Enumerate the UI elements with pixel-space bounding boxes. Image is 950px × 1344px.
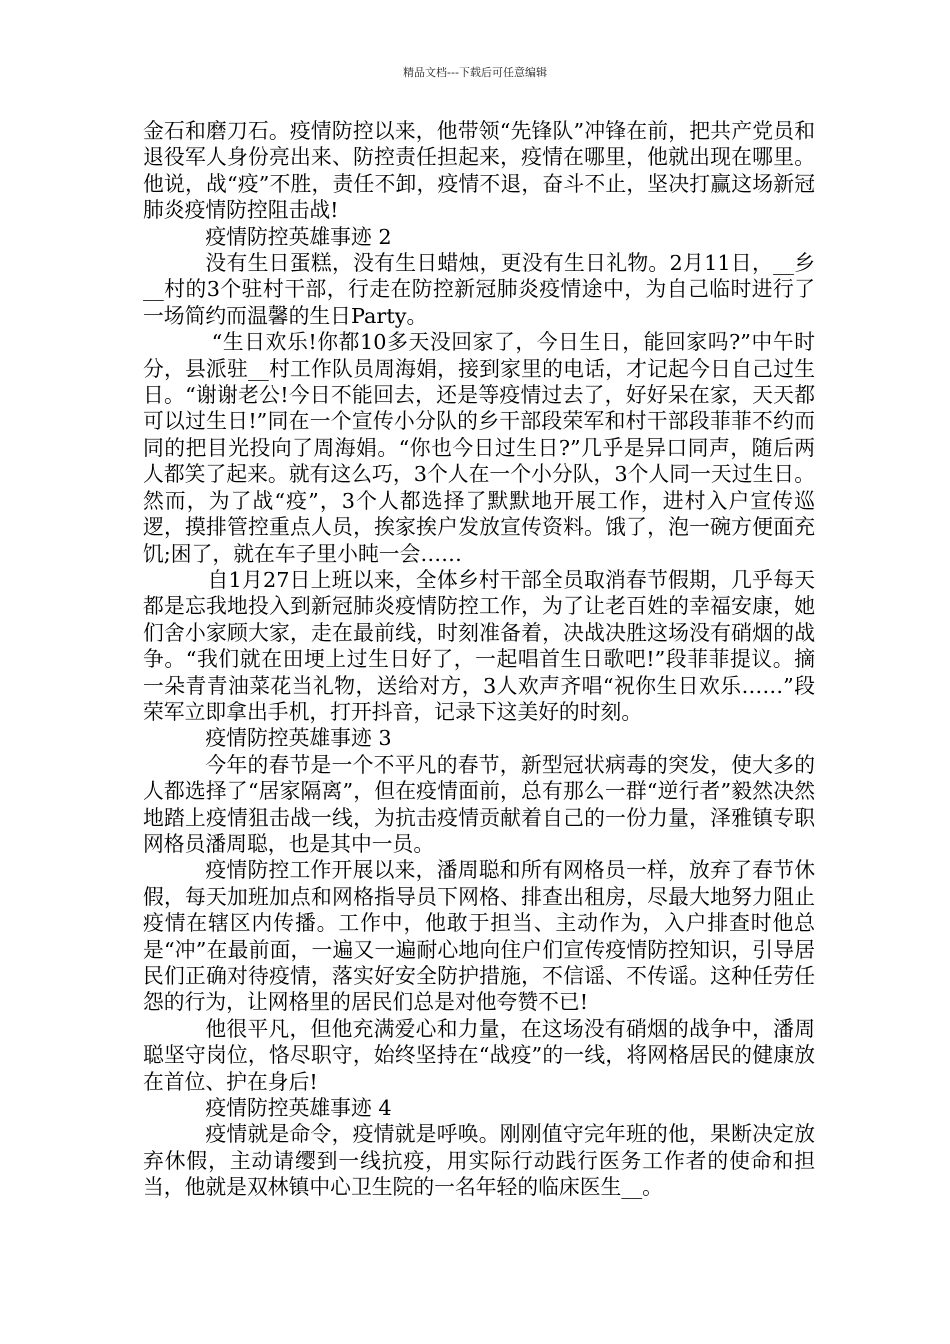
paragraph: 自1月27日上班以来，全体乡村干部全员取消春节假期，几乎每天都是忘我地投入到新冠肺炎疫情防控工作，为了让老百姓的幸福安康，她们舍小家顾大家，走在最前线，时刻准备着，决战决胜这场没有硝烟的战争。“我们就在田埂上过生日好了，一起唱首生日歌吧!”段菲菲提议。摘一朵青青油菜花当礼物，送给对方，3人欢声齐唱“祝你生日欢乐……”段荣军立即拿出手机，打开抖音，记录下这美好的时刻。 [143, 567, 815, 724]
paragraph: 没有生日蛋糕，没有生日蜡烛，更没有生日礼物。2月11日，__乡__村的3个驻村干部，行走在防控新冠肺炎疫情途中，为自己临时进行了一场简约而温馨的生日Party。 [143, 251, 815, 328]
paragraph: 疫情防控工作开展以来，潘周聪和所有网格员一样，放弃了春节休假，每天加班加点和网格指导员下网格、排查出租房，尽最大地努力阻止疫情在辖区内传播。工作中，他敢于担当、主动作为，入户排查时他总是“冲”在最前面，一遍又一遍耐心地向住户们宣传疫情防控知识，引导居民们正确对待疫情，落实好安全防护措施，不信谣、不传谣。这种任劳任怨的行为，让网格里的居民们总是对他夸赞不已! [143, 858, 815, 1015]
document-body [143, 118, 815, 1201]
section-heading: 疫情防控英雄事迹 2 [205, 224, 392, 249]
paragraph: 他很平凡，但他充满爱心和力量，在这场没有硝烟的战争中，潘周聪坚守岗位，恪尽职守，始终坚持在“战疫”的一线，将网格居民的健康放在首位、护在身后! [143, 1016, 815, 1094]
paragraph: 金石和磨刀石。疫情防控以来，他带领“先锋队”冲锋在前，把共产党员和退役军人身份亮出来、防控责任担起来，疫情在哪里，他就出现在哪里。他说，战“疫”不胜，责任不卸，疫情不退，奋斗不止，坚决打赢这场新冠肺炎疫情防控阻击战! [143, 119, 815, 223]
page-header: 精品文档---下载后可任意编辑 [403, 66, 547, 79]
paragraph: 疫情就是命令，疫情就是呼唤。刚刚值守完年班的他，果断决定放弃休假，主动请缨到一线抗疫，用实际行动践行医务工作者的使命和担当，他就是双林镇中心卫生院的一名年轻的临床医生__。 [143, 1122, 815, 1200]
paragraph: 今年的春节是一个不平凡的春节，新型冠状病毒的突发，使大多的人都选择了“居家隔离”，但在疫情面前，总有那么一群“逆行者”毅然决然地踏上疫情狙击战一线，为抗击疫情贡献着自己的一份力量，泽雅镇专职网格员潘周聪，也是其中一员。 [143, 752, 815, 856]
section-heading: 疫情防控英雄事迹 4 [205, 1096, 392, 1121]
paragraph: “生日欢乐!你都10多天没回家了，今日生日，能回家吗?”中午时分，县派驻__村工作队员周海娟，接到家里的电话，才记起今日自己过生日。“谢谢老公!今日不能回去，还是等疫情过去了，好好呆在家，天天都可以过生日!”同在一个宣传小分队的乡干部段荣军和村干部段菲菲不约而同的把目光投向了周海娟。“你也今日过生日?”几乎是异口同声，随后两人都笑了起来。就有这么巧，3个人在一个小分队，3个人同一天过生日。然而，为了战“疫”，3个人都选择了默默地开展工作，进村入户宣传巡逻，摸排管控重点人员，挨家挨户发放宣传资料。饿了，泡一碗方便面充饥;困了，就在车子里小盹一会…… [143, 330, 815, 566]
section-heading: 疫情防控英雄事迹 3 [205, 726, 392, 751]
